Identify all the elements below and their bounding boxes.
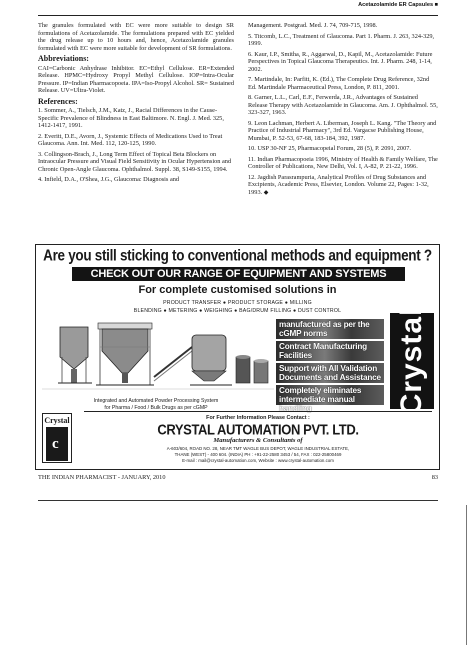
- journal-issue: THE INDIAN PHARMACIST - JANUARY, 2010: [38, 474, 166, 481]
- right-column: [248, 22, 438, 199]
- feature-photo-strip: [276, 319, 384, 413]
- company-tagline: Manufacturers & Consultants of: [213, 437, 303, 444]
- feature-text: Contract Manufacturing Facilities: [279, 342, 367, 360]
- contact-prompt: For Further Information Please Contact :: [206, 415, 310, 421]
- equipment-advertisement: [35, 244, 440, 470]
- ad-services-line: PRODUCT TRANSFER ● PRODUCT STORAGE ● MILLING: [163, 300, 312, 306]
- reference-item: 5. Titcomb, L.C., Treatment of Glaucoma. Part 1. Pharm. J. 263, 324-329, 1999.: [248, 32, 435, 47]
- ad-banner: CHECK OUT OUR RANGE OF EQUIPMENT AND SYSTEMS: [72, 267, 405, 281]
- company-name: CRYSTAL AUTOMATION PVT. LTD.: [157, 421, 359, 438]
- company-address: A-603/604, ROAD NO. 28, NEAR TMT WAGLE BUS DEPOT, WAGLE INDUSTRIAL ESTATE,: [166, 446, 350, 451]
- logo-wordmark: Crystal: [44, 416, 70, 425]
- left-column: [38, 22, 234, 187]
- abbreviations-heading: Abbreviations:: [38, 54, 89, 63]
- reference-item: [248, 174, 438, 197]
- illustration-caption: Integrated and Automated Powder Processing System: [93, 398, 219, 404]
- feature-text: Support with All Validation Documents and Assistance: [279, 364, 381, 382]
- company-phone-fax: THANE (WEST) - 400 604. (INDIA) PH : +91-22-2580 3453 / 54, FAX : 022-25800469: [174, 452, 342, 457]
- reference-item: Management. Postgrad. Med. J. 74, 709-715, 1998.: [248, 22, 378, 29]
- reference-item: 9. Leon Lachman, Herbert A. Liberman, Joseph L. Kang. "The Theory and Practice of Industrial Pharmacy", 3rd Ed. Vargacse Publishing House, Mumbai, P. 52-53, 67-68, 183-184, 392, 1987.: [248, 119, 437, 142]
- reference-item: 3. Collingson-Brach, J., Long Term Effect of Topical Beta Blockers on Intraocular Pressure and Visual Field Sensitivity in Ocular Hypertension and Chronic Open-Angle Glaucoma. Ophthalmol. Suppl. 38, S149-S155, 1994.: [38, 150, 232, 173]
- powder-processing-system-illustration: [42, 317, 274, 395]
- abbreviations-text: CAI=Carbonic Anhydrase Inhibitor. EC=Ethyl Cellulose. ER=Extended Release. HPMC=Hydroxy Propyl Methyl Cellulose. IOP=Intra-Ocular Pressure. IP=Indian Pharmacopoeia. IPA=Iso-Propyl Alcohol. SR= Sustained Release. UV=Ultra-Violet.: [38, 64, 234, 94]
- company-logo: [42, 413, 72, 463]
- page-footer: [38, 474, 438, 484]
- feature-photo: [276, 341, 384, 361]
- conclusion-paragraph: The granules formulated with EC were more suitable to design SR formulations of Acetazolamide. The formulations prepared with EC yielded the drug release up to 10 hours and, hence, Acetazolamide granules formulated with EC were more suitable for development of SR formulations.: [38, 22, 234, 52]
- feature-text: manufactured as per the cGMP norms: [279, 320, 370, 338]
- logo-mark: [46, 427, 68, 461]
- end-of-article-icon: ◆: [263, 188, 269, 196]
- reference-item: 6. Kaur, I.P., Smitha, R., Aggarwal, D., Kapil, M., Acetazolamide: Future Perspectives in Topical Glaucoma Therapeutics. Int. J. Pharm. 248, 1-14, 2002.: [248, 50, 433, 73]
- running-head-title: Acetazolamide ER Capsules ■: [358, 2, 438, 8]
- page-number: 83: [431, 474, 438, 481]
- feature-text: Completely eliminates intermediate manual handling: [279, 386, 362, 413]
- reference-item: 1. Sommer, A., Tielsch, J.M., Katz, J., Racial Differences in the Cause-Specific Prevalence of Blindness in East Baltimore. N. Engl. J. Med. 325, 1412-1417, 1991.: [38, 107, 224, 129]
- ad-services-line: BLENDING ● METERING ● WEIGHING ● BAG/DRUM FILLING ● DUST CONTROL: [133, 308, 342, 314]
- brand-logo-vertical: [390, 306, 434, 416]
- feature-photo: [276, 319, 384, 339]
- company-email-website: E-mail : mail@crystal-automation.com, Website : www.crystal-automation.com: [182, 458, 334, 463]
- reference-item: 2. Everitt, D.E., Avorn, J., Systemic Effects of Medications Used to Treat Glaucoma. Ann. Int. Med. 112, 120-125, 1990.: [38, 132, 223, 147]
- reference-item: 4. Infield, D.A., O'Shea, J.G., Glaucoma: Diagnosis and: [38, 176, 180, 183]
- reference-item: 11. Indian Pharmacopoeia 1996, Ministry of Health & Family Welfare, The Controller of Publications, New Delhi, Vol. I, A-82, P. 21-22, 1996.: [248, 155, 438, 170]
- divider: [38, 500, 438, 501]
- reference-item: 8. Garner, L.L., Carl, E.F., Ferwerda, J.R., Advantages of Sustained Release Therapy with Acetazolamide in Glaucoma. Am. J. Ophthalmol. 55, 323-327, 1963.: [248, 94, 438, 116]
- ad-subheadline: For complete customised solutions in: [138, 284, 337, 296]
- scan-edge-line: [466, 505, 467, 645]
- running-head: [38, 2, 438, 16]
- feature-photo: [276, 385, 384, 413]
- reference-item: 10. USP 30-NF 25, Pharmacopeial Forum, 28 (5), P. 2091, 2007.: [248, 145, 411, 152]
- references-heading: References:: [38, 96, 78, 106]
- reference-item: 7. Martindale, In: Parfitt, K. (Ed.), The Complete Drug Reference, 32nd Ed. Martindale Pharmaceutical Press, London, P. 811, 2001.: [248, 76, 430, 91]
- brand-logo-text: Crystal: [395, 306, 428, 416]
- ad-headline: Are you still sticking to conventional methods and equipment ?: [43, 246, 432, 265]
- illustration-caption: for Pharma / Food / Bulk Drugs as per cGMP: [104, 405, 208, 411]
- feature-photo: [276, 363, 384, 383]
- reference-text: 12. Jagdish Parasrampuria, Analytical Profiles of Drug Substances and Excipients, Academic Press, Elsevier, London. Volume 22, Pages: 1-32, 1993.: [248, 173, 429, 196]
- logo-letter: c: [52, 436, 59, 452]
- contact-block: [84, 411, 432, 467]
